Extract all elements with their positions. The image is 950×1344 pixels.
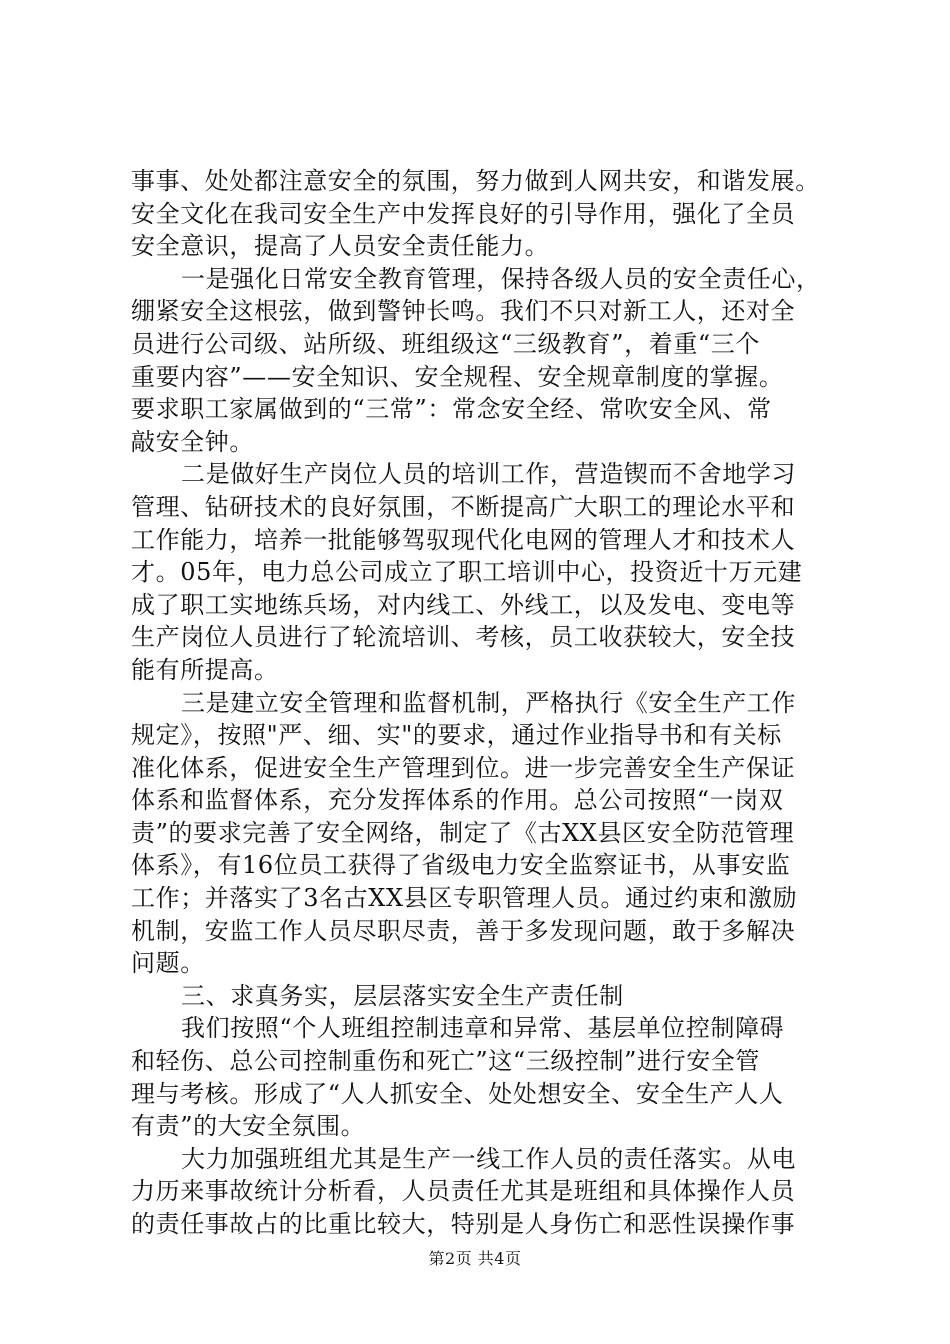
text-line: 的责任事故占的比重比较大，特别是人身伤亡和恶性误操作事 bbox=[131, 1210, 796, 1238]
text-line: 规定》，按照"严、细、实"的要求，通过作业指导书和有关标 bbox=[131, 721, 782, 750]
text-line: 成了职工实地练兵场，对内线工、外线工，以及发电、变电等 bbox=[131, 590, 796, 619]
text-line: 生产岗位人员进行了轮流培训、考核，员工收获较大，安全技 bbox=[131, 623, 796, 652]
paragraph-start-line: 大力加强班组尤其是生产一线工作人员的责任落实。从电 bbox=[181, 1144, 796, 1173]
text-line: 员进行公司级、站所级、班组级这“三级教育”，着重“三个 bbox=[131, 329, 761, 358]
text-line: 才。05年，电力总公司成立了职工培训中心，投资近十万元建 bbox=[131, 558, 803, 587]
text-line: 安全文化在我司安全生产中发挥良好的引导作用，强化了全员 bbox=[131, 199, 796, 228]
text-line: 体系和监督体系，充分发挥体系的作用。总公司按照“一岗双 bbox=[131, 786, 784, 815]
text-line: 要求职工家属做到的“三常”：常念安全经、常吹安全风、常 bbox=[131, 395, 772, 424]
text-line: 机制，安监工作人员尽职尽责，善于多发现问题，敢于多解决 bbox=[131, 916, 796, 945]
text-line: 管理、钻研技术的良好氛围，不断提高广大职工的理论水平和 bbox=[131, 492, 796, 521]
text-line: 体系》，有16位员工获得了省级电力安全监察证书，从事安监 bbox=[131, 851, 791, 880]
text-line: 问题。 bbox=[131, 949, 205, 978]
paragraph-start-line: 一是强化日常安全教育管理，保持各级人员的安全责任心， bbox=[181, 264, 821, 293]
text-line: 有责”的大安全氛围。 bbox=[131, 1112, 366, 1141]
section-heading: 三、求真务实，层层落实安全生产责任制 bbox=[181, 981, 624, 1010]
paragraph-start-line: 三是建立安全管理和监督机制，严格执行《安全生产工作 bbox=[181, 688, 796, 717]
text-line: 理与考核。形成了“人人抓安全、处处想安全、安全生产人人 bbox=[131, 1079, 784, 1108]
text-line: 能有所提高。 bbox=[131, 655, 279, 684]
text-line: 力历来事故统计分析看，人员责任尤其是班组和具体操作人员 bbox=[131, 1177, 796, 1206]
text-line: 事事、处处都注意安全的氛围，努力做到人网共安，和谐发展。 bbox=[131, 167, 820, 195]
page-number-footer: 第2页 共4页 bbox=[428, 1249, 522, 1268]
text-line: 工作；并落实了3名古XX县区专职管理人员。通过约束和激励 bbox=[131, 884, 798, 913]
text-line: 准化体系，促进安全生产管理到位。进一步完善安全生产保证 bbox=[131, 753, 796, 782]
text-line: 安全意识，提高了人员安全责任能力。 bbox=[131, 232, 550, 261]
paragraph-start-line: 我们按照“个人班组控制违章和异常、基层单位控制障碍 bbox=[181, 1014, 785, 1043]
text-line: 敲安全钟。 bbox=[131, 427, 254, 456]
text-line: 工作能力，培养一批能够驾驭现代化电网的管理人才和技术人 bbox=[131, 525, 796, 554]
text-line: 和轻伤、总公司控制重伤和死亡”这“三级控制”进行安全管 bbox=[131, 1047, 761, 1076]
body-text bbox=[131, 165, 831, 1241]
text-line: 重要内容”——安全知识、安全规程、安全规章制度的掌握。 bbox=[131, 362, 784, 391]
paragraph-start-line: 二是做好生产岗位人员的培训工作，营造锲而不舍地学习 bbox=[181, 460, 796, 489]
text-line: 责”的要求完善了安全网络，制定了《古XX县区安全防范管理 bbox=[131, 818, 795, 847]
text-line: 绷紧安全这根弦，做到警钟长鸣。我们不只对新工人，还对全 bbox=[131, 297, 796, 326]
